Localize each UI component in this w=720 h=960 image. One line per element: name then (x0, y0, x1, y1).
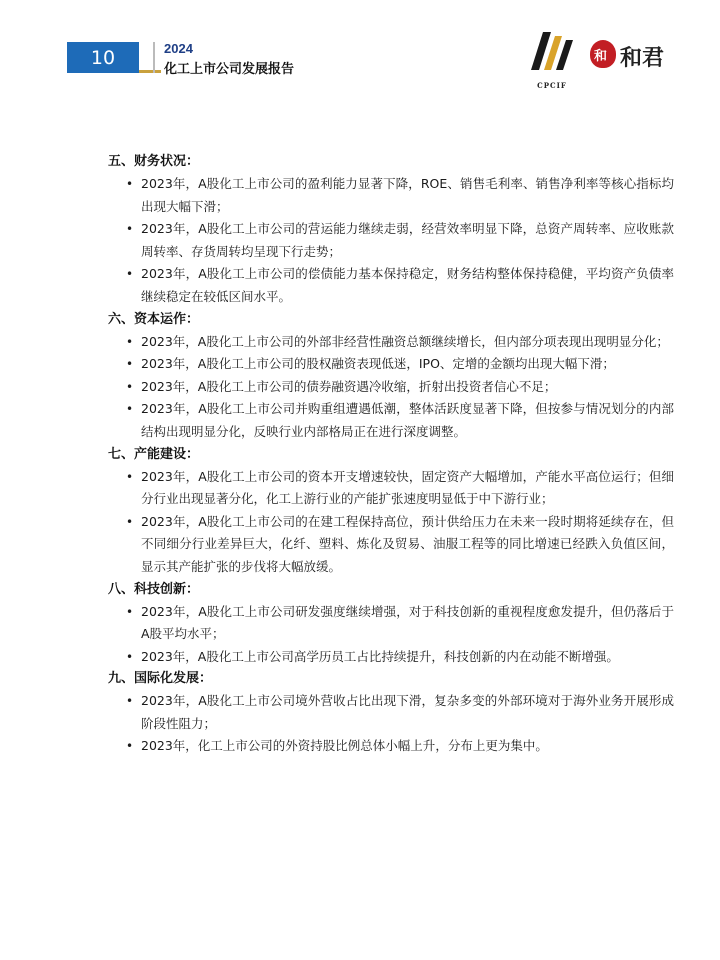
cpcif-logo-text: CPCIF (537, 81, 567, 90)
report-year: 2024 (164, 41, 193, 56)
bullet-icon: • (126, 402, 134, 417)
list-item-text: 2023年，A股化工上市公司并购重组遭遇低潮，整体活跃度显著下降，但按参与情况划分的内部结构出现明显分化，反映行业内部格局正在进行深度调整。 (141, 401, 674, 439)
hejun-logo (590, 40, 680, 70)
list-item (108, 398, 674, 443)
list-item-text: 2023年，A股化工上市公司的股权融资表现低迷，IPO、定增的金额均出现大幅下滑； (141, 356, 615, 372)
bullet-icon: • (126, 379, 134, 394)
bullet-list (108, 690, 674, 758)
report-body (108, 151, 674, 758)
page-number: 10 (67, 42, 139, 73)
bullet-icon: • (126, 604, 134, 619)
section-title: 七、产能建设： (108, 446, 200, 462)
bullet-icon: • (126, 739, 134, 754)
cpcif-logo-icon (529, 30, 575, 76)
list-item-text: 2023年，A股化工上市公司的外部非经营性融资总额继续增长，但内部分项表现出现明显分化； (141, 333, 669, 349)
list-item-text: 2023年，A股化工上市公司的债券融资遇冷收缩，折射出投资者信心不足； (141, 378, 557, 394)
header-accent-rule (139, 70, 161, 73)
list-item (108, 466, 674, 511)
hejun-seal-text: 和 (594, 49, 608, 64)
report-title: 化工上市公司发展报告 (164, 62, 295, 77)
bullet-icon: • (126, 222, 134, 237)
list-item (108, 690, 674, 735)
list-item (108, 218, 674, 263)
hejun-logo-text: 和君 (620, 45, 665, 71)
bullet-icon: • (126, 334, 134, 349)
section-innovation (108, 579, 674, 669)
header-divider (153, 42, 155, 73)
list-item-text: 2023年，A股化工上市公司高学历员工占比持续提升，科技创新的内在动能不断增强。 (141, 648, 619, 664)
section-capital (108, 309, 674, 444)
list-item (108, 646, 674, 669)
section-title: 五、财务状况： (108, 154, 200, 169)
section-capacity (108, 444, 674, 579)
list-item (108, 601, 674, 646)
hejun-seal-icon (590, 40, 616, 68)
section-title: 八、科技创新： (108, 581, 200, 597)
bullet-icon: • (126, 469, 134, 484)
list-item (108, 331, 674, 354)
list-item-text: 2023年，A股化工上市公司的资本开支增速较快，固定资产大幅增加，产能水平高位运行；但细分行业出现显著分化，化工上游行业的产能扩张速度明显低于中下游行业； (141, 468, 674, 507)
bullet-icon: • (126, 267, 134, 282)
bullet-icon: • (126, 514, 134, 529)
list-item-text: 2023年，A股化工上市公司的盈利能力显著下降，ROE、销售毛利率、销售净利率等核心指标均出现大幅下滑； (141, 176, 674, 214)
bullet-icon: • (126, 694, 134, 709)
bullet-list (108, 466, 674, 579)
bullet-icon: • (126, 649, 134, 664)
list-item (108, 735, 674, 758)
page-header (0, 0, 720, 90)
section-financial (108, 151, 674, 309)
list-item-text: 2023年，A股化工上市公司的在建工程保持高位，预计供给压力在未来一段时期将延续存在，但不同细分行业差异巨大，化纤、塑料、炼化及贸易、油服工程等的同比增速已经跌入负值区间，显示其产能扩张的步伐将大幅放缓。 (141, 513, 674, 574)
list-item (108, 173, 674, 218)
list-item-text: 2023年，A股化工上市公司的偿债能力基本保持稳定，财务结构整体保持稳健，平均资产负债率继续稳定在较低区间水平。 (141, 266, 674, 304)
bullet-icon: • (126, 177, 134, 191)
list-item (108, 376, 674, 399)
section-title: 六、资本运作： (108, 311, 200, 327)
list-item-text: 2023年，A股化工上市公司研发强度继续增强，对于科技创新的重视程度愈发提升，但仍落后于A股平均水平； (141, 603, 674, 642)
bullet-list (108, 601, 674, 669)
bullet-list (108, 173, 674, 309)
list-item (108, 511, 674, 579)
list-item-text: 2023年，A股化工上市公司境外营收占比出现下滑，复杂多变的外部环境对于海外业务开展形成阶段性阻力； (141, 693, 674, 731)
section-internationalization (108, 668, 674, 758)
section-title: 九、国际化发展： (108, 671, 213, 687)
list-item-text: 2023年，化工上市公司的外资持股比例总体小幅上升，分布上更为集中。 (141, 738, 548, 754)
bullet-icon: • (126, 357, 134, 372)
list-item (108, 353, 674, 376)
bullet-list (108, 331, 674, 444)
list-item (108, 263, 674, 308)
list-item-text: 2023年，A股化工上市公司的营运能力继续走弱，经营效率明显下降，总资产周转率、应收账款周转率、存货周转均呈现下行走势； (141, 221, 674, 259)
cpcif-logo (529, 30, 575, 90)
